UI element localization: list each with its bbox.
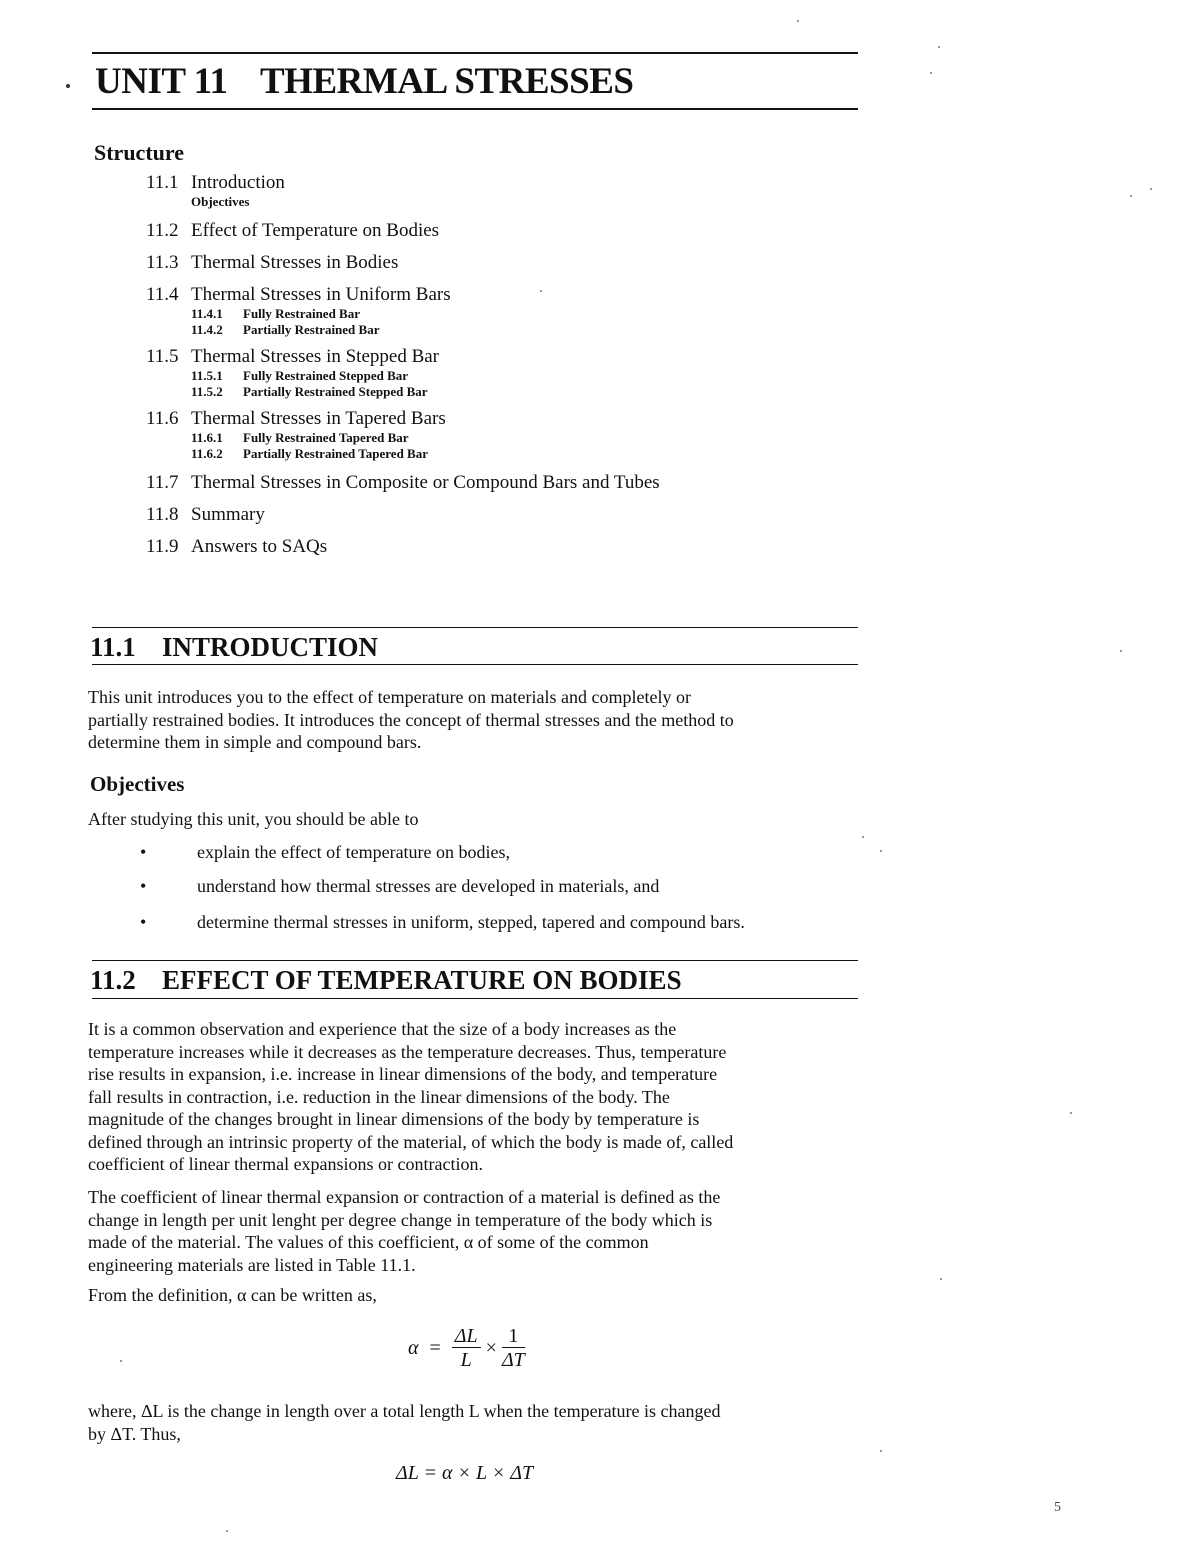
top-rule [92, 52, 858, 54]
toc-item-number: 11.9 [146, 536, 179, 557]
toc-item-number: 11.7 [146, 472, 179, 493]
toc-subitem-number: 11.5.2 [191, 384, 223, 399]
scan-speck [938, 46, 940, 48]
effect-paragraph-4 [88, 1400, 858, 1445]
text-line: defined through an intrinsic property of the material, of which the body is made of, called [88, 1131, 734, 1152]
toc-item-label: Answers to SAQs [191, 536, 328, 557]
scan-speck [880, 1450, 882, 1452]
scan-speck [940, 1278, 942, 1280]
section-number: 11.2 [90, 965, 136, 995]
title-rule [92, 108, 858, 110]
toc-item [146, 472, 786, 494]
toc-item-label: Introduction [191, 172, 285, 193]
scan-speck [1130, 195, 1132, 197]
toc-item-label: Thermal Stresses in Composite or Compound Bars and Tubes [191, 472, 660, 493]
scan-speck [540, 290, 542, 292]
scan-speck [1070, 1112, 1072, 1114]
toc-item-number: 11.5 [146, 346, 179, 367]
toc-subitem-number: 11.6.1 [191, 430, 223, 445]
scan-speck [930, 72, 932, 74]
toc-subitem [146, 368, 786, 384]
text-line: This unit introduces you to the effect of temperature on materials and completely or [88, 687, 691, 707]
toc-item-label: Thermal Stresses in Uniform Bars [191, 284, 451, 305]
intro-paragraph [88, 686, 858, 754]
toc-subitem [146, 322, 786, 338]
toc-item-label: Thermal Stresses in Stepped Bar [191, 346, 440, 367]
text-line: magnitude of the changes brought in linear dimensions of the body by temperature is [88, 1109, 700, 1129]
toc-item-number: 11.6 [146, 408, 179, 429]
toc-item-label: Summary [191, 504, 265, 525]
toc-subitem-label: Partially Restrained Tapered Bar [243, 446, 429, 461]
structure-toc [146, 172, 786, 558]
toc-subitem-label: Fully Restrained Stepped Bar [243, 368, 409, 383]
toc-item [146, 220, 786, 242]
section-rule-bottom [92, 664, 858, 665]
toc-item-label: Thermal Stresses in Tapered Bars [191, 408, 446, 429]
toc-item-number: 11.2 [146, 220, 179, 241]
list-item: • understand how thermal stresses are developed in materials, and [140, 876, 660, 896]
toc-item [146, 252, 786, 274]
toc-subitem-number: 11.4.2 [191, 322, 223, 337]
fraction: $\frac{\Delta L}{L}$ [452, 1325, 481, 1372]
structure-heading: Structure [94, 140, 185, 165]
scan-speck [797, 20, 799, 22]
list-item: • determine thermal stresses in uniform, stepped, tapered and compound bars. [140, 912, 745, 932]
text-line: rise results in expansion, i.e. increase in linear dimensions of the body, and temperature [88, 1064, 718, 1084]
page-number: 5 [1054, 1500, 1061, 1515]
scan-speck [226, 1530, 228, 1532]
text-line: determine them in simple and compound bars. [88, 732, 422, 752]
objectives-heading: Objectives [90, 772, 185, 796]
effect-paragraph-2 [88, 1186, 858, 1276]
toc-item [146, 536, 786, 558]
text-line: fall results in contraction, i.e. reduction in the linear dimensions of the body. The [88, 1086, 670, 1107]
section-rule-top [92, 627, 858, 628]
text-line: change in length per unit lenght per degree change in temperature of the body which is [88, 1209, 713, 1230]
toc-subitem-number: 11.6.2 [191, 446, 223, 461]
effect-paragraph-3: From the definition, α can be written as, [88, 1285, 377, 1305]
unit-number: UNIT 11 [95, 61, 228, 102]
text-line: The coefficient of linear thermal expansion or contraction of a material is defined as the [88, 1187, 721, 1207]
scan-speck [120, 1360, 122, 1362]
toc-subitem-label: Partially Restrained Bar [243, 322, 380, 337]
scan-speck [1120, 650, 1122, 652]
scan-speck [1150, 188, 1152, 190]
objectives-intro: After studying this unit, you should be able to [88, 809, 419, 829]
toc-item-number: 11.8 [146, 504, 179, 525]
toc-item [146, 408, 786, 430]
section-title: EFFECT OF TEMPERATURE ON BODIES [162, 965, 682, 995]
section-heading-introduction [90, 632, 378, 663]
toc-subitem [146, 306, 786, 322]
toc-item [146, 504, 786, 526]
toc-item [146, 346, 786, 368]
text-line: made of the material. The values of this coefficient, α of some of the common [88, 1232, 649, 1252]
section-rule-top [92, 960, 858, 961]
toc-subitem-number: 11.4.1 [191, 306, 223, 321]
effect-paragraph-1 [88, 1018, 858, 1176]
margin-dot [66, 84, 70, 88]
toc-subitem-label: Partially Restrained Stepped Bar [243, 384, 428, 399]
toc-subitem [146, 384, 786, 400]
toc-subitem [146, 446, 786, 462]
toc-item-number: 11.4 [146, 284, 179, 305]
text-line: engineering materials are listed in Table 11.1. [88, 1254, 416, 1275]
scan-speck [862, 836, 864, 838]
toc-item-label: Effect of Temperature on Bodies [191, 220, 440, 241]
text-line: partially restrained bodies. It introduces the concept of thermal stresses and the method to [88, 709, 734, 730]
toc-subitem-number: 11.5.1 [191, 368, 223, 383]
section-title: INTRODUCTION [162, 632, 379, 662]
text-line: by ΔT. Thus, [88, 1423, 181, 1444]
text-line: where, ΔL is the change in length over a total length L when the temperature is changed [88, 1401, 721, 1421]
text-line: It is a common observation and experience that the size of a body increases as the [88, 1019, 677, 1039]
equation-delta-l: ΔL = α × L × ΔT [396, 1462, 534, 1484]
text-line: coefficient of linear thermal expansions or contraction. [88, 1154, 484, 1174]
unit-title [95, 60, 633, 103]
toc-item [146, 284, 786, 306]
scan-speck [880, 850, 882, 852]
list-item: • explain the effect of temperature on bodies, [140, 842, 511, 862]
fraction: $\frac{1}{\Delta T}$ [501, 1325, 525, 1371]
toc-subitem-label: Fully Restrained Tapered Bar [243, 430, 409, 445]
section-rule-bottom [92, 998, 858, 999]
toc-subitem-label: Fully Restrained Bar [243, 306, 360, 321]
toc-subitem [146, 194, 786, 210]
unit-name: THERMAL STRESSES [260, 61, 634, 102]
toc-subitem [146, 430, 786, 446]
toc-subitem-label: Objectives [191, 194, 250, 209]
toc-item [146, 172, 786, 194]
text-line: temperature increases while it decreases as the temperature decreases. Thus, temperature [88, 1041, 727, 1062]
toc-item-number: 11.1 [146, 172, 179, 193]
toc-item-number: 11.3 [146, 252, 179, 273]
section-heading-effect-of-temperature [90, 965, 682, 996]
equation-alpha: α = $\frac{\Delta L}{L}$ × $\frac{1}{\Delta T}$ [408, 1325, 525, 1371]
toc-item-label: Thermal Stresses in Bodies [191, 252, 399, 273]
section-number: 11.1 [90, 632, 136, 662]
